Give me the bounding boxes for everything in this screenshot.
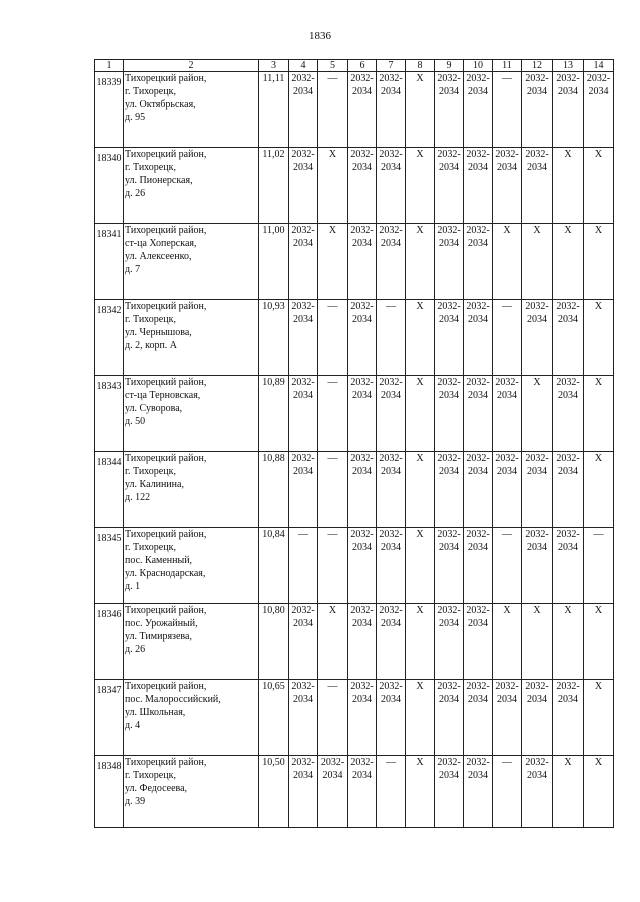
table-body: [95, 60, 614, 828]
column-header: 1: [95, 60, 124, 72]
address-cell: Тихорецкий район, пос. Малороссийский, ул. Школьная, д. 4: [124, 680, 259, 756]
row-number: 18347: [95, 680, 124, 756]
period-cell: 2032- 2034: [493, 376, 522, 452]
period-cell: 2032- 2034: [522, 148, 553, 224]
column-header: 6: [348, 60, 377, 72]
period-cell: 2032- 2034: [522, 300, 553, 376]
period-cell: Х: [318, 604, 348, 680]
period-cell: Х: [522, 224, 553, 300]
period-cell: 2032- 2034: [435, 300, 464, 376]
column-header: 8: [406, 60, 435, 72]
period-cell: 2032- 2034: [348, 224, 377, 300]
period-cell: 2032- 2034: [377, 376, 406, 452]
period-cell: 2032- 2034: [493, 680, 522, 756]
period-cell: 2032- 2034: [522, 528, 553, 604]
period-cell: Х: [406, 300, 435, 376]
period-cell: —: [318, 72, 348, 148]
period-cell: Х: [553, 148, 584, 224]
table-row: [95, 756, 614, 828]
period-cell: 2032- 2034: [553, 376, 584, 452]
period-cell: —: [318, 528, 348, 604]
row-number: 18340: [95, 148, 124, 224]
period-cell: 2032- 2034: [522, 680, 553, 756]
period-cell: 2032- 2034: [435, 452, 464, 528]
header-row: [95, 60, 614, 72]
period-cell: —: [493, 72, 522, 148]
address-cell: Тихорецкий район, г. Тихорецк, пос. Каменный, ул. Краснодарская, д. 1: [124, 528, 259, 604]
period-cell: 2032- 2034: [435, 680, 464, 756]
period-cell: 2032- 2034: [435, 756, 464, 828]
period-cell: 2032- 2034: [348, 528, 377, 604]
period-cell: Х: [584, 604, 614, 680]
row-number: 18339: [95, 72, 124, 148]
area-cell: 10,65: [259, 680, 289, 756]
period-cell: 2032- 2034: [348, 300, 377, 376]
period-cell: 2032- 2034: [289, 72, 318, 148]
period-cell: 2032- 2034: [464, 756, 493, 828]
period-cell: Х: [553, 224, 584, 300]
column-header: 3: [259, 60, 289, 72]
table-row: [95, 604, 614, 680]
period-cell: 2032- 2034: [435, 148, 464, 224]
period-cell: 2032- 2034: [377, 148, 406, 224]
address-cell: Тихорецкий район, г. Тихорецк, ул. Калинина, д. 122: [124, 452, 259, 528]
period-cell: —: [584, 528, 614, 604]
address-cell: Тихорецкий район, пос. Урожайный, ул. Тимирязева, д. 26: [124, 604, 259, 680]
period-cell: 2032- 2034: [553, 680, 584, 756]
period-cell: 2032- 2034: [377, 528, 406, 604]
period-cell: 2032- 2034: [464, 148, 493, 224]
period-cell: 2032- 2034: [553, 452, 584, 528]
period-cell: 2032- 2034: [464, 680, 493, 756]
period-cell: Х: [584, 224, 614, 300]
period-cell: Х: [584, 452, 614, 528]
column-header: 12: [522, 60, 553, 72]
address-cell: Тихорецкий район, ст-ца Хоперская, ул. Алексеенко, д. 7: [124, 224, 259, 300]
area-cell: 10,88: [259, 452, 289, 528]
address-cell: Тихорецкий район, ст-ца Терновская, ул. Суворова, д. 50: [124, 376, 259, 452]
period-cell: 2032- 2034: [464, 300, 493, 376]
column-header: 2: [124, 60, 259, 72]
period-cell: Х: [318, 224, 348, 300]
column-header: 14: [584, 60, 614, 72]
column-header: 11: [493, 60, 522, 72]
period-cell: 2032- 2034: [289, 452, 318, 528]
period-cell: Х: [318, 148, 348, 224]
area-cell: 11,02: [259, 148, 289, 224]
period-cell: 2032- 2034: [464, 224, 493, 300]
area-cell: 10,89: [259, 376, 289, 452]
period-cell: 2032- 2034: [464, 604, 493, 680]
period-cell: 2032- 2034: [289, 224, 318, 300]
period-cell: —: [377, 300, 406, 376]
table-row: [95, 452, 614, 528]
period-cell: —: [377, 756, 406, 828]
period-cell: Х: [406, 756, 435, 828]
column-header: 7: [377, 60, 406, 72]
period-cell: Х: [406, 224, 435, 300]
area-cell: 10,84: [259, 528, 289, 604]
period-cell: 2032- 2034: [377, 680, 406, 756]
period-cell: —: [493, 756, 522, 828]
period-cell: Х: [406, 680, 435, 756]
period-cell: 2032- 2034: [348, 376, 377, 452]
table-row: [95, 148, 614, 224]
row-number: 18348: [95, 756, 124, 828]
area-cell: 10,93: [259, 300, 289, 376]
period-cell: 2032- 2034: [289, 300, 318, 376]
period-cell: Х: [406, 376, 435, 452]
period-cell: 2032- 2034: [464, 452, 493, 528]
period-cell: 2032- 2034: [435, 224, 464, 300]
period-cell: —: [493, 528, 522, 604]
table-row: [95, 224, 614, 300]
period-cell: Х: [584, 376, 614, 452]
column-header: 13: [553, 60, 584, 72]
period-cell: 2032- 2034: [493, 452, 522, 528]
period-cell: —: [318, 300, 348, 376]
column-header: 4: [289, 60, 318, 72]
column-header: 9: [435, 60, 464, 72]
period-cell: 2032- 2034: [289, 756, 318, 828]
period-cell: Х: [522, 376, 553, 452]
period-cell: 2032- 2034: [377, 604, 406, 680]
period-cell: 2032- 2034: [584, 72, 614, 148]
period-cell: Х: [584, 300, 614, 376]
area-cell: 10,50: [259, 756, 289, 828]
row-number: 18343: [95, 376, 124, 452]
document-table: [94, 59, 614, 828]
period-cell: 2032- 2034: [553, 528, 584, 604]
row-number: 18341: [95, 224, 124, 300]
period-cell: 2032- 2034: [348, 148, 377, 224]
period-cell: 2032- 2034: [435, 376, 464, 452]
period-cell: —: [318, 376, 348, 452]
period-cell: 2032- 2034: [377, 72, 406, 148]
table-row: [95, 680, 614, 756]
period-cell: Х: [584, 148, 614, 224]
period-cell: 2032- 2034: [464, 376, 493, 452]
period-cell: 2032- 2034: [289, 680, 318, 756]
period-cell: 2032- 2034: [348, 680, 377, 756]
period-cell: —: [289, 528, 318, 604]
period-cell: 2032- 2034: [289, 376, 318, 452]
row-number: 18342: [95, 300, 124, 376]
period-cell: —: [318, 680, 348, 756]
period-cell: 2032- 2034: [464, 72, 493, 148]
address-cell: Тихорецкий район, г. Тихорецк, ул. Чернышова, д. 2, корп. А: [124, 300, 259, 376]
period-cell: Х: [584, 756, 614, 828]
column-header: 10: [464, 60, 493, 72]
table-row: [95, 376, 614, 452]
period-cell: 2032- 2034: [318, 756, 348, 828]
period-cell: Х: [584, 680, 614, 756]
period-cell: 2032- 2034: [435, 72, 464, 148]
address-cell: Тихорецкий район, г. Тихорецк, ул. Пионерская, д. 26: [124, 148, 259, 224]
period-cell: Х: [406, 604, 435, 680]
period-cell: 2032- 2034: [522, 72, 553, 148]
period-cell: —: [318, 452, 348, 528]
period-cell: 2032- 2034: [522, 452, 553, 528]
row-number: 18346: [95, 604, 124, 680]
column-header: 5: [318, 60, 348, 72]
period-cell: Х: [522, 604, 553, 680]
table-row: [95, 528, 614, 604]
period-cell: 2032- 2034: [348, 756, 377, 828]
page-number: 1836: [309, 30, 331, 42]
period-cell: Х: [493, 604, 522, 680]
period-cell: 2032- 2034: [553, 72, 584, 148]
period-cell: 2032- 2034: [377, 224, 406, 300]
period-cell: —: [493, 300, 522, 376]
row-number: 18344: [95, 452, 124, 528]
address-cell: Тихорецкий район, г. Тихорецк, ул. Октябрьская, д. 95: [124, 72, 259, 148]
period-cell: Х: [406, 148, 435, 224]
area-cell: 11,11: [259, 72, 289, 148]
period-cell: Х: [406, 528, 435, 604]
period-cell: 2032- 2034: [348, 72, 377, 148]
address-cell: Тихорецкий район, г. Тихорецк, ул. Федосеева, д. 39: [124, 756, 259, 828]
period-cell: Х: [406, 72, 435, 148]
period-cell: Х: [553, 756, 584, 828]
period-cell: 2032- 2034: [464, 528, 493, 604]
period-cell: 2032- 2034: [348, 452, 377, 528]
area-cell: 11,00: [259, 224, 289, 300]
period-cell: 2032- 2034: [289, 148, 318, 224]
area-cell: 10,80: [259, 604, 289, 680]
period-cell: 2032- 2034: [348, 604, 377, 680]
table-row: [95, 72, 614, 148]
period-cell: 2032- 2034: [435, 528, 464, 604]
row-number: 18345: [95, 528, 124, 604]
period-cell: Х: [553, 604, 584, 680]
period-cell: 2032- 2034: [553, 300, 584, 376]
period-cell: Х: [406, 452, 435, 528]
period-cell: 2032- 2034: [522, 756, 553, 828]
period-cell: 2032- 2034: [493, 148, 522, 224]
period-cell: 2032- 2034: [289, 604, 318, 680]
period-cell: Х: [493, 224, 522, 300]
period-cell: 2032- 2034: [435, 604, 464, 680]
period-cell: 2032- 2034: [377, 452, 406, 528]
table-row: [95, 300, 614, 376]
